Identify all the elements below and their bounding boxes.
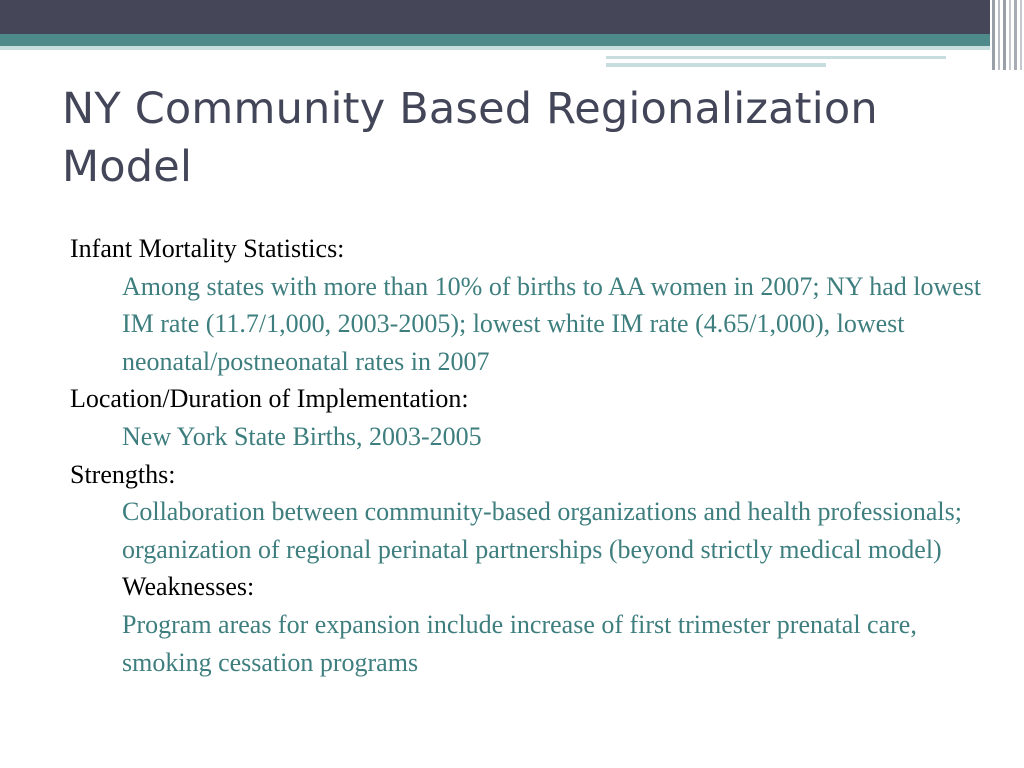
light-banner-stripe: [0, 46, 1024, 50]
slide-title: NY Community Based Regionalization Model: [62, 84, 878, 192]
section-text-strengths: Collaboration between community-based organizations and health professionals; organization of regional perinatal partnerships (beyond strictly medical model): [122, 497, 962, 564]
section-heading-strengths: Strengths:: [70, 459, 176, 489]
top-banner: [0, 0, 1024, 34]
accent-line: [606, 63, 826, 67]
section-heading-location-duration: Location/Duration of Implementation:: [70, 384, 469, 414]
section-text-weaknesses: Program areas for expansion include increase of first trimester prenatal care, smoking cessation programs: [122, 609, 917, 677]
section-text-infant-mortality: Among states with more than 10% of births to AA women in 2007; NY had lowest IM rate (11.7/1,000, 2003-2005); lowest white IM rate (4.65/1,000), lowest neonatal/postneonatal rates in 2007: [122, 271, 982, 376]
teal-banner-stripe: [0, 34, 1024, 46]
slide-content: [70, 230, 1010, 681]
accent-line: [606, 56, 946, 59]
decorative-side-stripes: [990, 0, 1024, 70]
section-heading-infant-mortality: Infant Mortality Statistics:: [70, 234, 345, 263]
section-heading-weaknesses: Weaknesses:: [122, 572, 255, 602]
section-text-location-duration: New York State Births, 2003-2005: [122, 421, 482, 451]
